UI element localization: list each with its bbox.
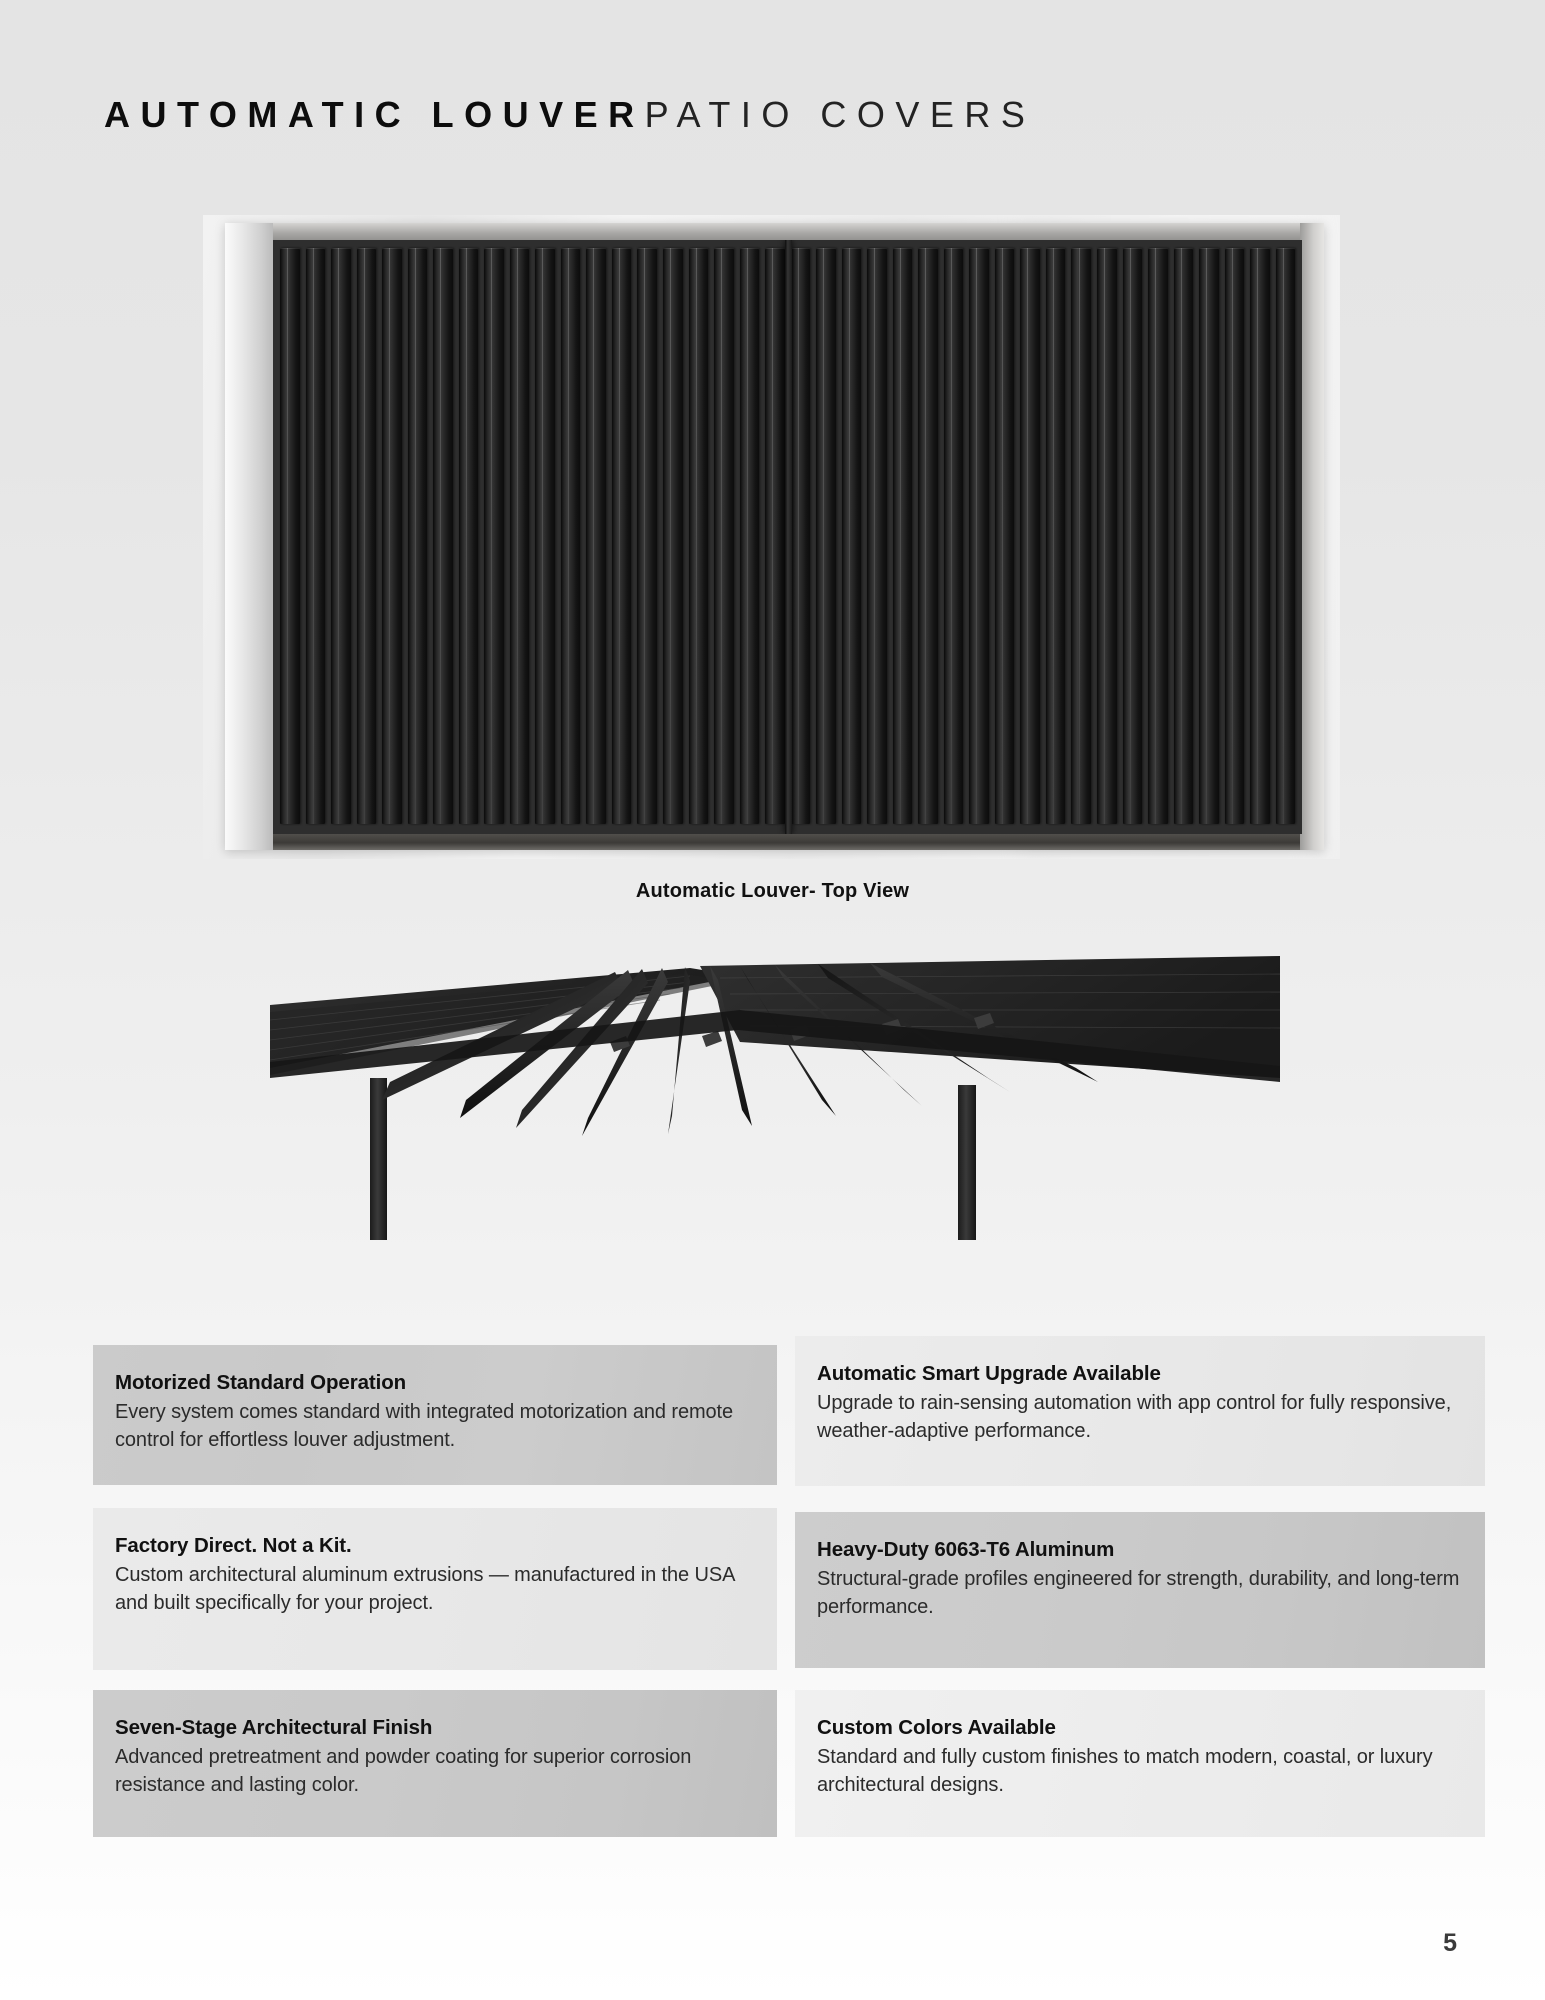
feature-card-body: Custom architectural aluminum extrusions — manufactured in the USA and built specifically for your project. <box>115 1564 735 1615</box>
louver-blade <box>1071 248 1091 824</box>
louver-blade <box>1199 248 1219 824</box>
louver-blade <box>1148 248 1168 824</box>
feature-card-title: Factory Direct. Not a Kit. <box>115 1534 352 1557</box>
louver-blade <box>1123 248 1143 824</box>
louver-blade <box>280 248 300 824</box>
page-title <box>104 94 1036 135</box>
page-title-light: PATIO COVERS <box>644 94 1036 135</box>
louver-blade-field <box>273 240 1302 834</box>
page-title-bold: AUTOMATIC LOUVER <box>104 94 645 135</box>
support-post-left <box>370 1078 387 1240</box>
louver-blade <box>357 248 377 824</box>
louver-blade <box>306 248 326 824</box>
louver-blade <box>408 248 428 824</box>
louver-perspective-svg <box>270 950 1280 1240</box>
louver-blade <box>1020 248 1040 824</box>
louver-top-view-image <box>203 215 1340 859</box>
louver-blade <box>510 248 530 824</box>
feature-card-body: Structural-grade profiles engineered for strength, durability, and long-term performance. <box>817 1568 1460 1619</box>
louver-blade <box>484 248 504 824</box>
louver-blade <box>1097 248 1117 824</box>
feature-card-custom-colors[interactable] <box>795 1690 1485 1837</box>
louver-blade <box>535 248 555 824</box>
feature-card-body: Every system comes standard with integrated motorization and remote control for effortless louver adjustment. <box>115 1401 734 1452</box>
louver-blade <box>1276 248 1296 824</box>
feature-card-title: Custom Colors Available <box>817 1716 1056 1739</box>
louver-blade <box>637 248 657 824</box>
louver-frame <box>225 223 1324 850</box>
louver-blade <box>459 248 479 824</box>
louver-blade <box>663 248 683 824</box>
louver-blade <box>1046 248 1066 824</box>
louver-blade <box>561 248 581 824</box>
feature-card-title: Automatic Smart Upgrade Available <box>817 1362 1161 1385</box>
louver-perspective-image <box>270 950 1280 1240</box>
louver-blade <box>867 248 887 824</box>
feature-card-title: Heavy-Duty 6063-T6 Aluminum <box>817 1538 1115 1561</box>
feature-card-factory-direct[interactable] <box>93 1508 777 1670</box>
louver-frame-bottom-rail <box>273 832 1302 850</box>
louver-blade <box>433 248 453 824</box>
feature-card-heavy-duty-aluminum[interactable] <box>795 1512 1485 1668</box>
louver-blade <box>842 248 862 824</box>
page-number: 5 <box>1443 1929 1457 1957</box>
support-post-right <box>958 1085 976 1240</box>
feature-card-body: Advanced pretreatment and powder coating for superior corrosion resistance and lasting color. <box>115 1746 692 1797</box>
louver-frame-left-post <box>225 223 277 850</box>
louver-blade <box>944 248 964 824</box>
louver-blade <box>612 248 632 824</box>
louver-blade <box>816 248 836 824</box>
feature-card-automatic-smart-upgrade[interactable] <box>795 1336 1485 1486</box>
louver-blade <box>791 248 811 824</box>
louver-blade <box>893 248 913 824</box>
louver-blade <box>1250 248 1270 824</box>
louver-blade <box>714 248 734 824</box>
louver-blade <box>918 248 938 824</box>
hero-caption: Automatic Louver- Top View <box>635 880 910 902</box>
louver-blade <box>765 248 785 824</box>
louver-blade <box>689 248 709 824</box>
louver-blade <box>586 248 606 824</box>
feature-card-motorized-standard-operation[interactable] <box>93 1345 777 1485</box>
louver-blade <box>1174 248 1194 824</box>
feature-card-title: Seven-Stage Architectural Finish <box>115 1716 433 1739</box>
louver-blade <box>969 248 989 824</box>
louver-blade <box>1225 248 1245 824</box>
feature-card-body: Upgrade to rain-sensing automation with app control for fully responsive, weather-adaptive performance. <box>817 1392 1452 1443</box>
louver-center-beam <box>785 240 792 834</box>
feature-card-title: Motorized Standard Operation <box>115 1371 407 1394</box>
louver-frame-right-rail <box>1300 223 1324 850</box>
feature-card-body: Standard and fully custom finishes to match modern, coastal, or luxury architectural designs. <box>817 1746 1433 1797</box>
louver-blade <box>740 248 760 824</box>
feature-card-seven-stage-finish[interactable] <box>93 1690 777 1837</box>
louver-blade <box>331 248 351 824</box>
louver-blade <box>995 248 1015 824</box>
louver-blade <box>382 248 402 824</box>
